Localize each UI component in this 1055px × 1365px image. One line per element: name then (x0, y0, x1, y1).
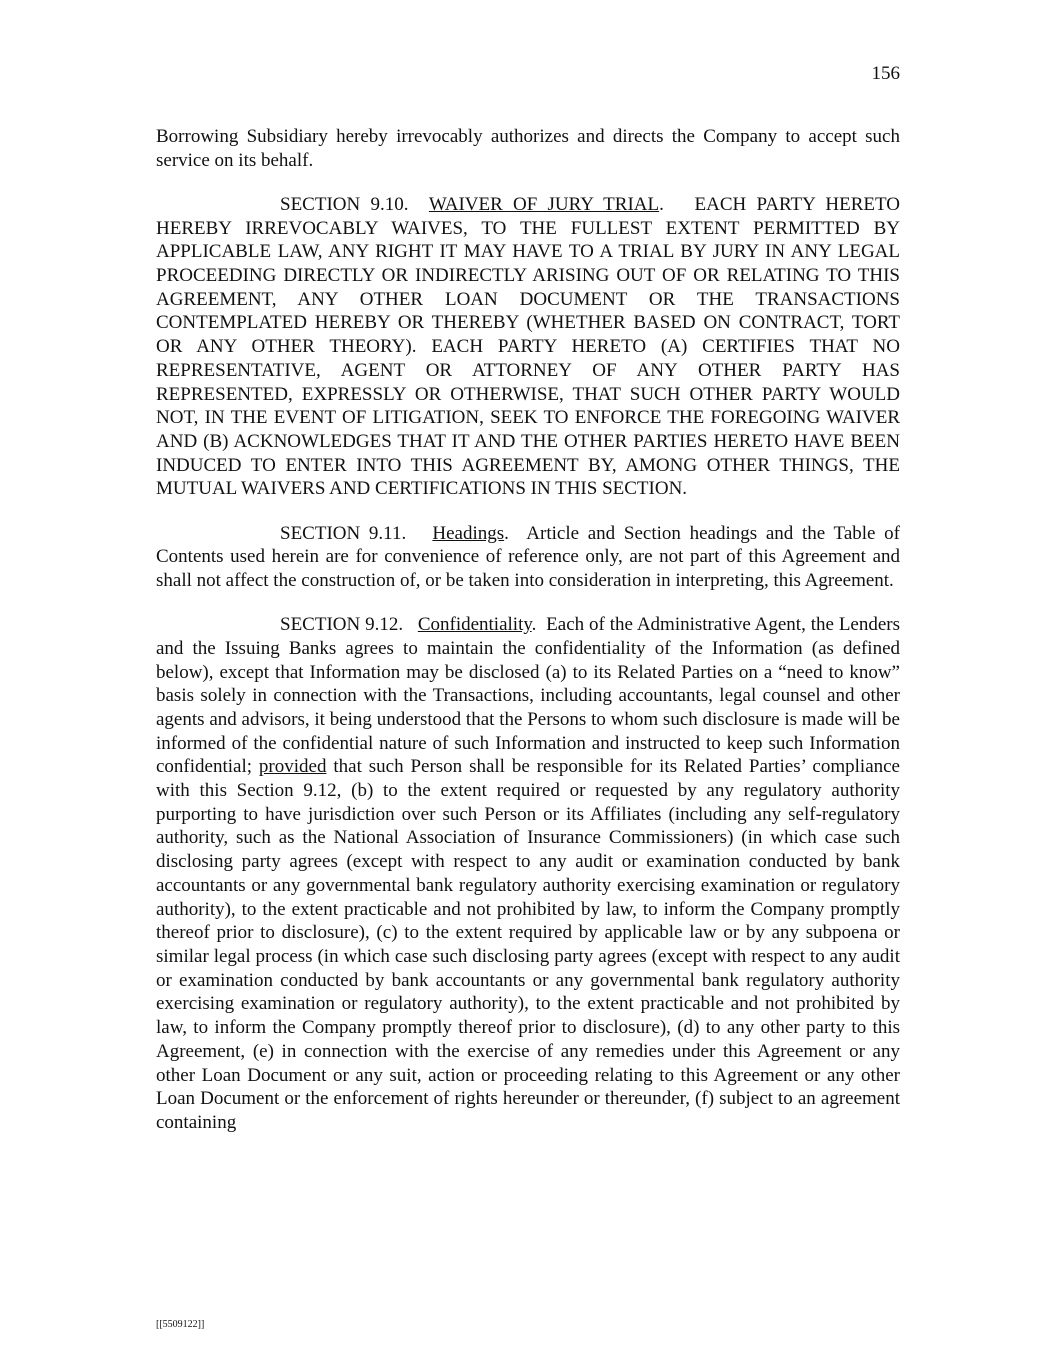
section-body: EACH PARTY HERETO HEREBY IRREVOCABLY WAIVES, TO THE FULLEST EXTENT PERMITTED BY APPLICABLE LAW, ANY RIGHT IT MAY HAVE TO A TRIAL BY JURY IN ANY LEGAL PROCEEDING DIRECTLY OR INDIRECTLY ARISING OUT OF OR RELATING TO THIS AGREEMENT, ANY OTHER LOAN DOCUMENT OR THE TRANSACTIONS CONTEMPLATED HEREBY OR THEREBY (WHETHER BASED ON CONTRACT, TORT OR ANY OTHER THEORY). EACH PARTY HERETO (A) CERTIFIES THAT NO REPRESENTATIVE, AGENT OR ATTORNEY OF ANY OTHER PARTY HAS REPRESENTED, EXPRESSLY OR OTHERWISE, THAT SUCH OTHER PARTY WOULD NOT, IN THE EVENT OF LITIGATION, SEEK TO ENFORCE THE FOREGOING WAIVER AND (B) ACKNOWLEDGES THAT IT AND THE OTHER PARTIES HERETO HAVE BEEN INDUCED TO ENTER INTO THIS AGREEMENT BY, AMONG OTHER THINGS, THE MUTUAL WAIVERS AND CERTIFICATIONS IN THIS SECTION. (156, 193, 900, 500)
document-body (156, 125, 900, 1155)
section-number: SECTION 9.12. (280, 614, 404, 636)
continuation-paragraph: Borrowing Subsidiary hereby irrevocably authorizes and directs the Company to accept such service on its behalf. (156, 126, 900, 171)
provided-term: provided (258, 756, 327, 778)
section-9-10: SECTION 9.10. WAIVER OF JURY TRIAL. EACH PARTY HERETO HEREBY IRREVOCABLY WAIVES, TO THE FULLEST EXTENT PERMITTED BY APPLICABLE LAW, ANY RIGHT IT MAY HAVE TO A TRIAL BY JURY IN ANY LEGAL PROCEEDING DIRECTLY OR INDIRECTLY ARISING OUT OF OR RELATING TO THIS AGREEMENT, ANY OTHER LOAN DOCUMENT OR THE TRANSACTIONS CONTEMPLATED HEREBY OR THEREBY (WHETHER BASED ON CONTRACT, TORT OR ANY OTHER THEORY). EACH PARTY HERETO (A) CERTIFIES THAT NO REPRESENTATIVE, AGENT OR ATTORNEY OF ANY OTHER PARTY HAS REPRESENTED, EXPRESSLY OR OTHERWISE, THAT SUCH OTHER PARTY WOULD NOT, IN THE EVENT OF LITIGATION, SEEK TO ENFORCE THE FOREGOING WAIVER AND (B) ACKNOWLEDGES THAT IT AND THE OTHER PARTIES HERETO HAVE BEEN INDUCED TO ENTER INTO THIS AGREEMENT BY, AMONG OTHER THINGS, THE MUTUAL WAIVERS AND CERTIFICATIONS IN THIS SECTION. (156, 193, 900, 500)
section-heading: WAIVER OF JURY TRIAL (428, 193, 660, 215)
section-number: SECTION 9.11. (280, 522, 407, 544)
section-9-12: SECTION 9.12. Confidentiality. Each of the Administrative Agent, the Lenders and the Issuing Banks agrees to maintain the confidentiality of the Information (as defined below), except that Information may be disclosed (a) to its Related Parties on a “need to know” basis solely in connection with the Transactions, including accountants, legal counsel and other agents and advisors, it being understood that the Persons to whom such disclosure is made will be informed of the confidential nature of such Information and instructed to keep such Information confidential; provided that such Person shall be responsible for its Related Parties’ compliance with this Section 9.12, (b) to the extent required or requested by any regulatory authority purporting to have jurisdiction over such Person or its Affiliates (including any self-regulatory authority, such as the National Association of Insurance Commissioners) (in which case such disclosing party agrees (except with respect to any audit or examination conducted by bank accountants or any governmental bank regulatory authority exercising examination or regulatory authority), to the extent practicable and not prohibited by law, to inform the Company promptly thereof prior to disclosure), (c) to the extent required by applicable law or by any subpoena or similar legal process (in which case such disclosing party agrees (except with respect to any audit or examination conducted by bank accountants or any governmental bank regulatory authority exercising examination or regulatory authority), to the extent practicable and not prohibited by law, to inform the Company promptly thereof prior to disclosure), (d) to any other party to this Agreement, (e) in connection with the exercise of any remedies under this Agreement or any other Loan Document or any suit, action or proceeding relating to this Agreement or any other Loan Document or the enforcement of rights hereunder or thereunder, (f) subject to an agreement containing (156, 614, 901, 1133)
page-number: 156 (871, 63, 900, 84)
section-body: Article and Section headings and the Table of Contents used herein are for convenience of reference only, are not part of this Agreement and shall not affect the construction of, or be taken into consideration in interpreting, this Agreement. (156, 522, 901, 591)
document-id: [[5509122]] (156, 1319, 205, 1330)
section-9-11: SECTION 9.11. Headings. Article and Section headings and the Table of Contents used herein are for convenience of reference only, are not part of this Agreement and shall not affect the construction of, or be taken into consideration in interpreting, this Agreement. (156, 522, 901, 591)
section-body-part2: that such Person shall be responsible for its Related Parties’ compliance with this Section 9.12, (b) to the extent required or requested by any regulatory authority purporting to have jurisdiction over such Person or its Affiliates (including any self-regulatory authority, such as the National Association of Insurance Commissioners) (in which case such disclosing party agrees (except with respect to any audit or examination conducted by bank accountants or any governmental bank regulatory authority exercising examination or regulatory authority), to the extent practicable and not prohibited by law, to inform the Company promptly thereof prior to disclosure), (c) to the extent required by applicable law or by any subpoena or similar legal process (in which case such disclosing party agrees (except with respect to any audit or examination conducted by bank accountants or any governmental bank regulatory authority exercising examination or regulatory authority), to the extent practicable and not prohibited by law, to inform the Company promptly thereof prior to disclosure), (d) to any other party to this Agreement, (e) in connection with the exercise of any remedies under this Agreement or any other Loan Document or any suit, action or proceeding relating to this Agreement or any other Loan Document or the enforcement of rights hereunder or thereunder, (f) subject to an agreement containing (156, 756, 900, 1133)
section-body-part1: Each of the Administrative Agent, the Lenders and the Issuing Banks agrees to maintain the confidentiality of the Information (as defined below), except that Information may be disclosed (a) to its Related Parties on a “need to know” basis solely in connection with the Transactions, including accountants, legal counsel and other agents and advisors, it being understood that the Persons to whom such disclosure is made will be informed of the confidential nature of such Information and instructed to keep such Information confidential; (156, 614, 901, 778)
section-heading: Confidentiality (417, 614, 532, 636)
section-heading: Headings (432, 522, 505, 544)
section-number: SECTION 9.10. (280, 193, 409, 215)
